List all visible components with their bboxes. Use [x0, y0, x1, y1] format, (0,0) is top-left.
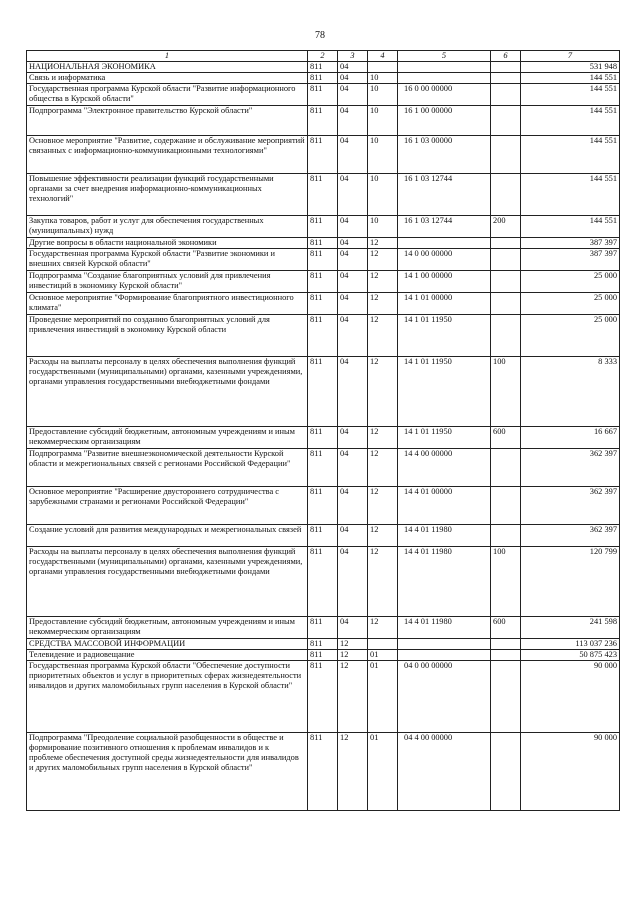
table-row [27, 449, 620, 487]
col-subsection: 12 [368, 315, 398, 357]
col-target-article: 14 1 01 11950 [398, 427, 491, 449]
table-row [27, 271, 620, 293]
col-target-article: 16 0 00 00000 [398, 84, 491, 106]
col-admin-code: 811 [308, 73, 338, 84]
col-subsection: 12 [368, 449, 398, 487]
col-target-article: 16 1 03 12744 [398, 216, 491, 238]
col-target-article: 14 0 00 00000 [398, 249, 491, 271]
col-admin-code: 811 [308, 639, 338, 650]
col-section: 04 [338, 62, 368, 73]
table-row [27, 427, 620, 449]
col-admin-code: 811 [308, 249, 338, 271]
col-section: 04 [338, 293, 368, 315]
col-amount: 113 037 236 [521, 639, 620, 650]
row-name: Подпрограмма "Развитие внешнеэкономической деятельности Курской области и межрегиональных связей с регионами Российской Федерации" [27, 449, 308, 487]
col-target-article: 16 1 03 00000 [398, 136, 491, 174]
row-name: Государственная программа Курской области "Развитие экономики и внешних связей Курской области" [27, 249, 308, 271]
col-amount: 362 397 [521, 449, 620, 487]
row-name: Создание условий для развития международных и межрегиональных связей [27, 525, 308, 547]
col-admin-code: 811 [308, 216, 338, 238]
col-amount: 362 397 [521, 487, 620, 525]
col-target-article: 14 1 00 00000 [398, 271, 491, 293]
col-expense-type [491, 271, 521, 293]
table-row [27, 547, 620, 617]
col-subsection: 01 [368, 650, 398, 661]
col-expense-type [491, 487, 521, 525]
col-admin-code: 811 [308, 293, 338, 315]
col-expense-type [491, 73, 521, 84]
col-section: 04 [338, 73, 368, 84]
row-name: Расходы на выплаты персоналу в целях обеспечения выполнения функций государственными (муниципальными) органами, казенными учреждениями, органами управления государственными внебюджетными фондами [27, 357, 308, 427]
col-expense-type [491, 449, 521, 487]
col-admin-code: 811 [308, 733, 338, 811]
table-row [27, 650, 620, 661]
col-expense-type [491, 733, 521, 811]
col-admin-code: 811 [308, 174, 338, 216]
col-admin-code: 811 [308, 487, 338, 525]
row-name: Подпрограмма "Создание благоприятных условий для привлечения инвестиций в экономику Курской области" [27, 271, 308, 293]
col-target-article: 14 1 01 00000 [398, 293, 491, 315]
col-section: 12 [338, 650, 368, 661]
col-target-article [398, 238, 491, 249]
table-row [27, 238, 620, 249]
col-expense-type [491, 62, 521, 73]
col-subsection: 01 [368, 661, 398, 733]
table-row [27, 639, 620, 650]
col-amount: 120 799 [521, 547, 620, 617]
col-amount: 50 875 423 [521, 650, 620, 661]
col-amount: 90 000 [521, 733, 620, 811]
col-section: 04 [338, 487, 368, 525]
col-admin-code: 811 [308, 427, 338, 449]
col-section: 04 [338, 617, 368, 639]
col-admin-code: 811 [308, 62, 338, 73]
row-name: Государственная программа Курской области "Обеспечение доступности приоритетных объектов и услуг в приоритетных сферах жизнедеятельности инвалидов и других маломобильных групп населения в Курской области" [27, 661, 308, 733]
col-target-article: 16 1 00 00000 [398, 106, 491, 136]
row-name: Основное мероприятие "Расширение двустороннего сотрудничества с зарубежными странами и регионами Российской Федерации" [27, 487, 308, 525]
col-target-article [398, 73, 491, 84]
col-admin-code: 811 [308, 617, 338, 639]
col-target-article: 14 4 01 11980 [398, 525, 491, 547]
col-expense-type [491, 525, 521, 547]
col-amount: 144 551 [521, 216, 620, 238]
col-section: 04 [338, 271, 368, 293]
col-target-article: 14 4 01 11980 [398, 547, 491, 617]
col-subsection: 12 [368, 617, 398, 639]
col-section: 04 [338, 427, 368, 449]
col-target-article [398, 639, 491, 650]
col-expense-type [491, 293, 521, 315]
col-expense-type [491, 174, 521, 216]
col-admin-code: 811 [308, 525, 338, 547]
col-section: 04 [338, 449, 368, 487]
col-section: 04 [338, 136, 368, 174]
header-cell: 4 [368, 51, 398, 62]
table-row [27, 216, 620, 238]
col-expense-type [491, 650, 521, 661]
col-subsection: 10 [368, 84, 398, 106]
col-amount: 387 397 [521, 249, 620, 271]
table-row [27, 293, 620, 315]
row-name: Основное мероприятие "Развитие, содержание и обслуживание мероприятий связанных с информационно-коммуникационными технологиями" [27, 136, 308, 174]
col-target-article: 04 0 00 00000 [398, 661, 491, 733]
col-subsection: 10 [368, 73, 398, 84]
col-target-article [398, 62, 491, 73]
table-row [27, 84, 620, 106]
col-expense-type [491, 315, 521, 357]
table-row [27, 62, 620, 73]
col-subsection: 01 [368, 733, 398, 811]
col-admin-code: 811 [308, 449, 338, 487]
col-target-article: 04 4 00 00000 [398, 733, 491, 811]
col-amount: 144 551 [521, 73, 620, 84]
col-admin-code: 811 [308, 315, 338, 357]
table-row [27, 136, 620, 174]
col-subsection: 12 [368, 525, 398, 547]
row-name: Подпрограмма "Преодоление социальной разобщенности в обществе и формирование позитивного отношения к проблемам инвалидов и к проблеме обеспечения доступной среды жизнедеятельности для инвалидов и других маломобильных групп населения в Курской области" [27, 733, 308, 811]
col-subsection: 12 [368, 249, 398, 271]
col-section: 04 [338, 216, 368, 238]
col-target-article: 14 1 01 11950 [398, 315, 491, 357]
col-expense-type [491, 136, 521, 174]
col-section: 04 [338, 357, 368, 427]
col-subsection: 12 [368, 293, 398, 315]
row-name: Повышение эффективности реализации функций государственными органами за счет внедрения информационно-коммуникационных технологий" [27, 174, 308, 216]
row-name: Государственная программа Курской области "Развитие информационного общества в Курской области" [27, 84, 308, 106]
budget-table [26, 50, 620, 811]
col-admin-code: 811 [308, 106, 338, 136]
col-section: 04 [338, 315, 368, 357]
col-expense-type: 600 [491, 617, 521, 639]
row-name: Другие вопросы в области национальной экономики [27, 238, 308, 249]
row-name: Предоставление субсидий бюджетным, автономным учреждениям и иным некоммерческим организациям [27, 617, 308, 639]
col-section: 04 [338, 249, 368, 271]
table-row [27, 733, 620, 811]
col-amount: 241 598 [521, 617, 620, 639]
col-expense-type [491, 639, 521, 650]
col-amount: 144 551 [521, 106, 620, 136]
col-section: 04 [338, 106, 368, 136]
row-name: Подпрограмма "Электронное правительство Курской области" [27, 106, 308, 136]
header-cell: 1 [27, 51, 308, 62]
col-expense-type [491, 84, 521, 106]
col-subsection: 12 [368, 238, 398, 249]
col-amount: 16 667 [521, 427, 620, 449]
table-row [27, 357, 620, 427]
header-cell: 6 [491, 51, 521, 62]
col-subsection: 12 [368, 271, 398, 293]
col-section: 12 [338, 639, 368, 650]
col-subsection [368, 639, 398, 650]
col-admin-code: 811 [308, 136, 338, 174]
col-section: 04 [338, 525, 368, 547]
table-row [27, 661, 620, 733]
col-admin-code: 811 [308, 661, 338, 733]
col-subsection [368, 62, 398, 73]
col-subsection: 12 [368, 427, 398, 449]
col-subsection: 12 [368, 547, 398, 617]
col-target-article: 14 4 01 00000 [398, 487, 491, 525]
col-target-article: 14 4 00 00000 [398, 449, 491, 487]
table-row [27, 525, 620, 547]
col-subsection: 12 [368, 357, 398, 427]
col-expense-type [491, 661, 521, 733]
col-expense-type [491, 249, 521, 271]
row-name: Связь и информатика [27, 73, 308, 84]
row-name: Проведение мероприятий по созданию благоприятных условий для привлечения инвестиций в экономику Курской области [27, 315, 308, 357]
table-row [27, 106, 620, 136]
row-name: СРЕДСТВА МАССОВОЙ ИНФОРМАЦИИ [27, 639, 308, 650]
col-amount: 8 333 [521, 357, 620, 427]
col-admin-code: 811 [308, 271, 338, 293]
col-section: 04 [338, 238, 368, 249]
col-amount: 362 397 [521, 525, 620, 547]
table-row [27, 174, 620, 216]
table-row [27, 73, 620, 84]
row-name: Основное мероприятие "Формирование благоприятного инвестиционного климата" [27, 293, 308, 315]
page-number: 78 [315, 30, 325, 41]
col-admin-code: 811 [308, 238, 338, 249]
table-row [27, 249, 620, 271]
col-target-article: 14 1 01 11950 [398, 357, 491, 427]
col-target-article [398, 650, 491, 661]
col-admin-code: 811 [308, 357, 338, 427]
col-amount: 25 000 [521, 315, 620, 357]
row-name: Закупка товаров, работ и услуг для обеспечения государственных (муниципальных) нужд [27, 216, 308, 238]
col-admin-code: 811 [308, 84, 338, 106]
header-cell: 7 [521, 51, 620, 62]
col-amount: 144 551 [521, 136, 620, 174]
header-row [27, 51, 620, 62]
col-section: 04 [338, 84, 368, 106]
header-cell: 2 [308, 51, 338, 62]
col-amount: 90 000 [521, 661, 620, 733]
header-cell: 3 [338, 51, 368, 62]
col-subsection: 12 [368, 487, 398, 525]
col-subsection: 10 [368, 216, 398, 238]
col-amount: 144 551 [521, 84, 620, 106]
header-cell: 5 [398, 51, 491, 62]
col-amount: 387 397 [521, 238, 620, 249]
table-row [27, 617, 620, 639]
col-target-article: 16 1 03 12744 [398, 174, 491, 216]
table-row [27, 487, 620, 525]
col-amount: 25 000 [521, 293, 620, 315]
col-amount: 25 000 [521, 271, 620, 293]
col-section: 04 [338, 547, 368, 617]
col-admin-code: 811 [308, 547, 338, 617]
col-amount: 531 948 [521, 62, 620, 73]
row-name: Предоставление субсидий бюджетным, автономным учреждениям и иным некоммерческим организациям [27, 427, 308, 449]
col-section: 12 [338, 661, 368, 733]
col-expense-type [491, 238, 521, 249]
col-expense-type: 100 [491, 357, 521, 427]
col-subsection: 10 [368, 174, 398, 216]
row-name: НАЦИОНАЛЬНАЯ ЭКОНОМИКА [27, 62, 308, 73]
row-name: Расходы на выплаты персоналу в целях обеспечения выполнения функций государственными (муниципальными) органами, казенными учреждениями, органами управления государственными внебюджетными фондами [27, 547, 308, 617]
col-subsection: 10 [368, 136, 398, 174]
col-amount: 144 551 [521, 174, 620, 216]
col-admin-code: 811 [308, 650, 338, 661]
col-expense-type: 100 [491, 547, 521, 617]
row-name: Телевидение и радиовещание [27, 650, 308, 661]
col-expense-type: 200 [491, 216, 521, 238]
col-section: 12 [338, 733, 368, 811]
col-target-article: 14 4 01 11980 [398, 617, 491, 639]
col-subsection: 10 [368, 106, 398, 136]
table-row [27, 315, 620, 357]
col-expense-type: 600 [491, 427, 521, 449]
col-section: 04 [338, 174, 368, 216]
col-expense-type [491, 106, 521, 136]
